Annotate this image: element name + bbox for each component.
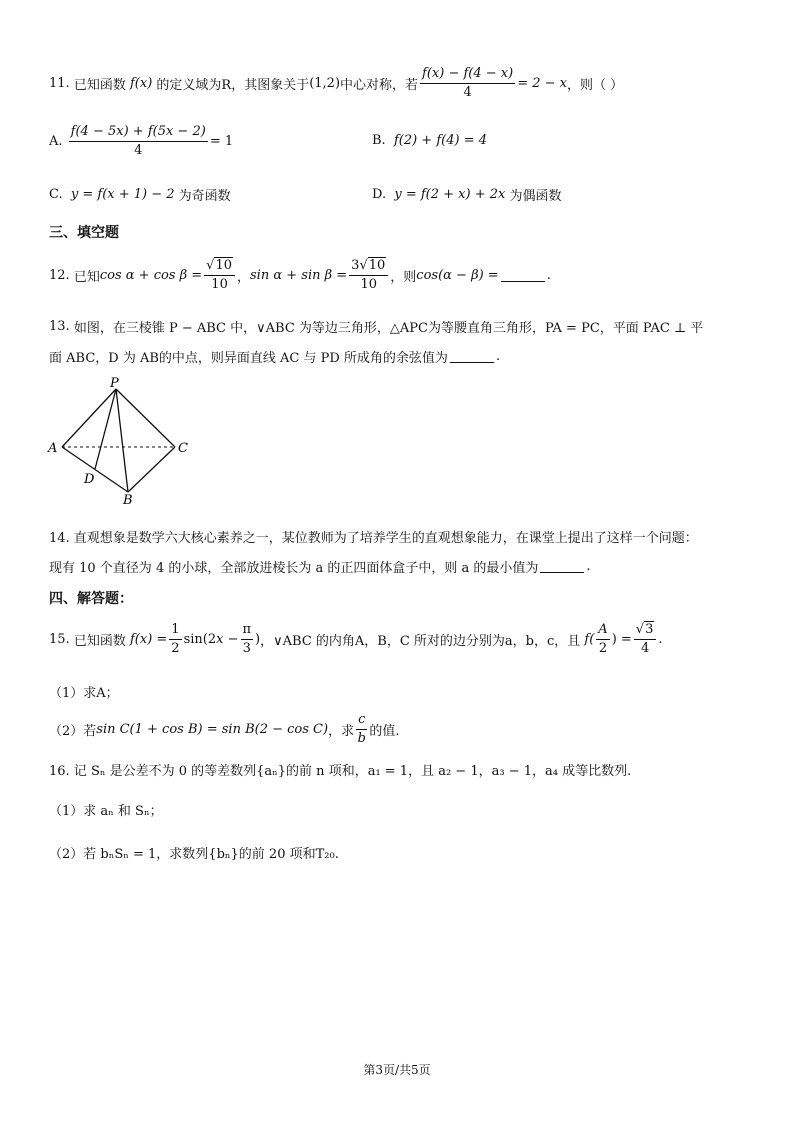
q15-c-over-b: $\frac{c}{b}$ <box>357 712 366 746</box>
q15-part2-math: sin C(1 + cos B) = sin B(2 − cos C) <box>96 722 329 737</box>
q12-number: 12. <box>49 268 70 283</box>
q12: 12. 已知 cos α + cos β = $\frac{√10}{10}$ ， sin α + sin β = $\frac{3√10}{10}$ ，则 cos(α − β) = . <box>49 258 551 292</box>
q11-opt-d-label: D. <box>372 187 387 202</box>
q11-option-c <box>49 185 231 204</box>
q11-stem-d: ，则（ ） <box>567 78 624 93</box>
section-4-heading: 四、解答题： <box>49 591 133 607</box>
label-b: B <box>123 493 133 508</box>
q13-line2-text: 面 ABC，D 为 AB的中点，则异面直线 AC 与 PD 所成角的余弦值为 <box>49 351 448 366</box>
q12-fraction-1: $\frac{√10}{10}$ <box>204 258 235 293</box>
q15-eq: ) = <box>611 632 632 647</box>
edge-pc <box>116 389 175 447</box>
q11-stem-b: 的定义域为R，其图象关于 <box>156 78 310 93</box>
label-a: A <box>48 441 58 456</box>
q12-cos-sum: cos α + cos β = <box>99 268 203 283</box>
label-d: D <box>84 472 95 487</box>
q13-answer-blank[interactable] <box>450 350 494 363</box>
q15-text-b: ，∨ABC 的内角A，B，C 所对的边分别为a，b，c，且 <box>260 634 581 649</box>
q11-number: 11. <box>49 76 70 91</box>
q11-option-a <box>49 124 233 159</box>
q12-fraction-2: $\frac{3√10}{10}$ <box>349 258 388 293</box>
q14-line1-text: 14. 直观想象是数学六大核心素养之一，某位教师为了培养学生的直观想象能力，在课堂上提出了这样一个问题： <box>49 531 698 546</box>
q11-math-rhs: = 2 − x <box>517 76 568 91</box>
q11-opt-a-rhs: = 1 <box>209 134 234 149</box>
q11-opt-d-text: 为偶函数 <box>509 189 562 204</box>
q15-pi-third: $\frac{\pi}{3}$ <box>242 622 252 656</box>
q13-pyramid-figure <box>44 376 194 508</box>
q12-text-b: ， <box>237 270 251 285</box>
q15-sin: sin(2x − <box>183 632 239 647</box>
q16-line1-text: 16. 记 Sₙ 是公差不为 0 的等差数列{aₙ}的前 n 项和，a₁ = 1，且 a₂ − 1，a₃ − 1，a₄ 成等比数列. <box>49 764 632 779</box>
q12-sin-sum: sin α + sin β = <box>250 268 348 283</box>
q11-option-d <box>372 185 561 204</box>
q15-part-1 <box>49 682 119 701</box>
q11-opt-a-fraction: $\frac{f(4 - 5x) + f(5x - 2)}{4}$ <box>70 124 206 158</box>
label-c: C <box>178 441 188 456</box>
q15-text-a: 已知函数 <box>73 634 126 649</box>
q15-sqrt3-4: $\frac{√3}{4}$ <box>634 622 657 657</box>
q15-part2-b: ，求 <box>328 724 355 739</box>
q15-half: $\frac{1}{2}$ <box>171 622 180 656</box>
q15-close: ) <box>255 632 261 647</box>
q11-stem-c: 中心对称，若 <box>340 78 419 93</box>
q15-part-2 <box>49 712 400 747</box>
q16-part-2 <box>49 843 339 862</box>
q11-math-point: (1,2) <box>309 76 341 91</box>
q15-part1-text: （1）求A； <box>49 686 119 701</box>
q16-part-1 <box>49 800 163 819</box>
q16-part2-text: （2）若 bₙSₙ = 1，求数列{bₙ}的前 20 项和T₂₀. <box>49 847 339 862</box>
q11-math-fx: f(x) <box>125 76 157 91</box>
q16-line-1 <box>49 760 631 779</box>
q16-part1-text: （1）求 aₙ 和 Sₙ； <box>49 804 163 819</box>
q14-line-1 <box>49 527 698 546</box>
q11-option-b <box>372 133 487 148</box>
q15-a-half: $\frac{A}{2}$ <box>598 622 608 656</box>
q15-number: 15. <box>49 632 70 647</box>
q11-opt-b-math: f(2) + f(4) = 4 <box>393 133 487 148</box>
q12-answer-blank[interactable] <box>501 269 545 282</box>
q11-opt-b-label: B. <box>372 133 386 148</box>
q13-line-1 <box>49 317 703 336</box>
q13-number: 13. <box>49 319 70 334</box>
q11-fraction: $\frac{f(x) - f(4 - x)}{4}$ <box>422 66 514 100</box>
edge-cb <box>128 447 175 492</box>
q11-opt-c-text: 为奇函数 <box>178 189 231 204</box>
q11-opt-a-label: A. <box>49 134 63 149</box>
q15-f-a-half: f( <box>580 632 595 647</box>
q14-answer-blank[interactable] <box>540 560 584 573</box>
q13-line-2: 面 ABC，D 为 AB的中点，则异面直线 AC 与 PD 所成角的余弦值为 . <box>49 349 501 366</box>
label-p: P <box>110 376 119 391</box>
q15-part2-a: （2）若 <box>49 724 97 739</box>
edge-ab <box>62 447 128 492</box>
q11-opt-d-math: y = f(2 + x) + 2x <box>394 187 510 202</box>
page-footer: 第3页/共5页 <box>363 1063 431 1077</box>
q12-text-c: ，则 <box>390 270 417 285</box>
q15-part2-c: 的值. <box>369 724 400 739</box>
q11-opt-c-label: C. <box>49 187 63 202</box>
edge-pb <box>116 389 128 492</box>
q12-cos-diff: cos(α − β) = <box>416 268 499 283</box>
q15-fx: f(x) = <box>125 632 168 647</box>
q14-line2-text: 现有 10 个直径为 4 的小球，全部放进棱长为 a 的正四面体盒子中，则 a 的最小值为 <box>49 561 539 576</box>
q11-stem-a: 已知函数 <box>73 78 126 93</box>
section-3-heading: 三、填空题 <box>49 225 119 241</box>
q13-line1-text: 如图，在三棱锥 P − ABC 中，∨ABC 为等边三角形，△APC为等腰直角三角形，PA = PC，平面 PAC ⊥ 平 <box>73 321 704 336</box>
q15: 15. 已知函数 f(x) = $\frac{1}{2}$ sin(2x − $\frac{\pi}{3}$ ) ，∨ABC 的内角A，B，C 所对的边分别为a，b，c，且 f( $\frac{A}{2}$ ) = $\frac{√3}{4}$ . <box>49 622 663 656</box>
q14-line-2: 现有 10 个直径为 4 的小球，全部放进棱长为 a 的正四面体盒子中，则 a 的最小值为 . <box>49 559 591 576</box>
q11-opt-c-math: y = f(x + 1) − 2 <box>70 187 179 202</box>
q11-stem <box>49 66 623 101</box>
q12-text-a: 已知 <box>73 270 100 285</box>
